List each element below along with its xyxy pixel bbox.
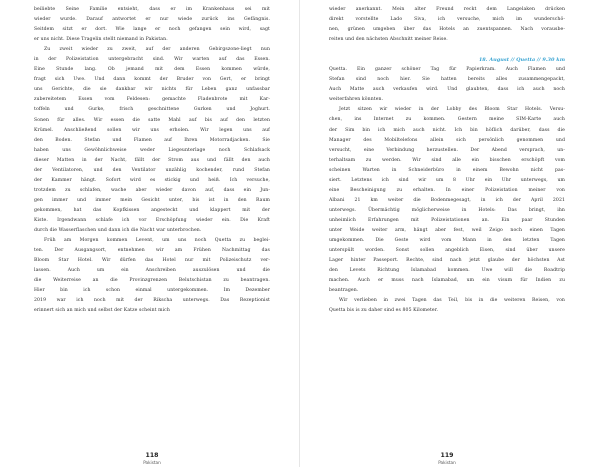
text-line: machen. Auch er muss nach Islamabad, um ein visum für Indien zu <box>329 278 565 284</box>
text-line: gekommen, hat das Kopfkissen angesteckt und klappert mit der <box>34 207 270 213</box>
text-line: zubereitetem Essen vom Feldesen: gemachte Fladenbrote mit Kar- <box>34 97 270 103</box>
text-line: chen, ins Internet zu kommen. Gestern meine SIM-Karte auch <box>329 117 565 123</box>
text-line: Manager des Mobiltelefons allein sich persönlich genommen und <box>329 137 565 143</box>
text-line: Quetta bis is zu daher sind es 805 Kilometer. <box>329 308 439 314</box>
left-folio <box>34 452 270 466</box>
text-line: gen immer und immer mein Gesicht unter, bis ist in den Raum <box>34 197 270 203</box>
text-line: scheinen Warten in Schneiderbüro in einem Bewohn nicht pas- <box>329 167 565 173</box>
page-gutter <box>299 0 300 467</box>
text-line: in der Polizeistation untergebracht sind. Wir warten auf das Essen. <box>34 57 270 63</box>
text-line: Seitdem sitzt er dort. Wie lange er noch gefangen sein wird, sagt <box>34 27 270 33</box>
text-line: Lager hinter Passeport. Rechte, sind nach jetzt glaube der höchsten Ast <box>329 258 565 264</box>
text-line: siert. Letztens ich sind wir um 8 Uhr ein Uhr unterwegs, um <box>329 177 565 183</box>
text-line: der Ventilatoren, und den Ventilator unzählig kochender, rund Stefan <box>34 167 270 173</box>
text-line: beantragen. <box>329 288 359 294</box>
text-line: Quetta. Ein ganzer schöner Tag für Papierkram. Auch Flamen und <box>329 67 565 73</box>
text-line: reiten und den nächsten Abschnitt meiner Reise. <box>329 37 448 43</box>
text-line: haben uns Gewöhnlichweise weder Liegeunterlage noch Schlafsack <box>34 147 270 153</box>
text-line: durch die Wasserflaschen und dann ich die Nacht war unterbrochen. <box>34 228 202 234</box>
text-line: Stefan sind noch hier. Sie hatten bereits alles zusammengepackt, <box>329 77 565 83</box>
text-line: beiliebte Seine Familie entsieht, dass er im Krankenhaus sei mit <box>34 7 270 12</box>
left-page <box>34 5 270 316</box>
text-line: den Boden. Stefan und Flamen auf Ihren Motorradjacken. Sie <box>34 137 270 143</box>
text-line: Jetzt sitzen wir wieder in der Lobby des Bloom Star Hotels. Versu- <box>339 107 565 113</box>
text-line: Krümel. Anschließend sollen wir uns erholen. Wir legen uns auf <box>34 127 270 133</box>
text-line: Sonen für alles. Wir essen die satte Mahl auf bis auf den letzten <box>34 117 270 123</box>
text-line: er uns nicht. Diese Tragelin stellt niemand in Pakistan. <box>34 37 168 43</box>
text-line: 2019 war ich noch mit der Rikscha unterwegs. Das Rezeptionist <box>34 298 270 304</box>
text-line: fragt sich Uwe. Und dann kommt der Bruder von Gert, er bringt <box>34 77 270 83</box>
left-running-head: Pakistan <box>143 460 161 465</box>
text-line: die Weiterreise an die Provinzgrenzen Belutschistan zu beantragen. <box>34 278 270 284</box>
text-line: der Kammer hängt. Sofort wird es stickig und heiß. Ich versuche, <box>34 177 270 183</box>
diary-entry-heading: 18. August // Quetta // 9.30 km <box>478 57 565 64</box>
right-folio <box>329 452 565 466</box>
left-page-number: 118 <box>145 452 159 459</box>
right-page-text-top <box>329 5 565 45</box>
text-line: dieser Matten in der Nacht, fällt der Strom aus und fällt den auch <box>34 157 270 163</box>
text-line: Albani 21 km weiter die Bodenmegesagt, in ich der April 2021 <box>329 197 565 203</box>
text-line: direkt vorstellte Lado Siva, ich versuche, mich im wunderschö- <box>329 17 565 23</box>
text-line: ten. Der Ausgangsort, entnehmen wir am Frühen Nachmittag das <box>34 248 270 254</box>
text-line: Hier bin ich schon einmal untergekommen. Im Dezember <box>34 288 270 294</box>
text-line: wieder wurde. Darauf antwortet er nur wiede zurück ins Gefängnis. <box>34 17 270 23</box>
text-line: uns Gerichte, die sie dankbar wir nichts für Leben ganz unfassbar <box>34 87 270 93</box>
text-line: Kiste. Irgendwann schlafe ich vor Erschöpfung wieder ein. Die Kraft <box>34 217 270 223</box>
text-line: Wir verlieben in zwei Tagen das Teil, bis in die weiteren Reisen, von <box>339 298 565 304</box>
text-line: weiterfahren könnten. <box>329 97 384 103</box>
text-line: lassen. Auch um ein Anschreiben auszulösen und die <box>34 268 270 274</box>
text-line: wieder anerkannt. Mein alter Freund reckt dem Langelaken drücken <box>329 7 565 12</box>
text-line: umgekommen. Die Geste wird vom Mann in den letzten Tagen <box>329 238 565 244</box>
text-line: unterspült worden. Sonst sollen angeblich Eisen, sind über unsere <box>329 248 565 254</box>
text-line: Eine Stunde lang. Ob jemand mit dem Essen kommen würde, <box>34 67 270 73</box>
text-line: nen, grünen umgeben über das Hotels an zuentspannen. Nach vorausbe- <box>329 27 565 33</box>
text-line: terhaltsam zu werden. Wir sind alle ein bisschen erschöpft vom <box>329 157 565 163</box>
right-page-number: 119 <box>440 452 454 459</box>
text-line: den Levets Richtung Islamabad kommen. Uwe will die Roadtrip <box>329 268 565 274</box>
text-line: Bloom Star Hotel. Wir dürfen das Hotel nur mit Polizeischutz ver- <box>34 258 270 264</box>
text-line: eine Bescheinigung zu erhalten. In einer Polizeistation meiner von <box>329 187 565 193</box>
text-line: unterwegs. Übermächtig möglicherweise in Hotels: Das bringt, ihn <box>329 207 565 213</box>
right-page-text-bottom <box>329 65 565 316</box>
text-line: unter Weide weiter arm, hängt aber fest, weil Zeigo noch einen Tagen <box>329 227 565 233</box>
left-page-text <box>34 5 270 316</box>
text-line: Auch Matte auch verkaufen wird. Und glaubten, dass ich auch noch <box>329 87 565 93</box>
text-line: erinnert sich an mich und selbst der Katze scheint mich <box>34 308 170 314</box>
text-line: Früh am Morgen kommen Levent, um uns noch Quetta zu beglei- <box>44 238 270 244</box>
text-line: trotzdem zu schlafen, wache aber wieder davon auf, dass ein Jun- <box>34 187 270 193</box>
text-line: toffeln und Gurke, frisch geschnittene Gurken und Joghurt. <box>34 107 270 113</box>
text-line: Zu zweit wieder zu zweit, auf der anderen Gebirgszone-liegt nun <box>44 47 270 53</box>
text-line: der Sim bin ich mich auch nicht. Ich bin höflich darüber, dass die <box>329 127 565 133</box>
right-running-head: Pakistan <box>438 460 456 465</box>
text-line: versucht, eine Verbindung herzustellen. Der Abend versprach, un- <box>329 147 565 153</box>
text-line: unheimlich Erfahrungen mit Polizeistationen an. Ein paar Stunden <box>329 217 565 223</box>
right-page <box>329 5 565 316</box>
